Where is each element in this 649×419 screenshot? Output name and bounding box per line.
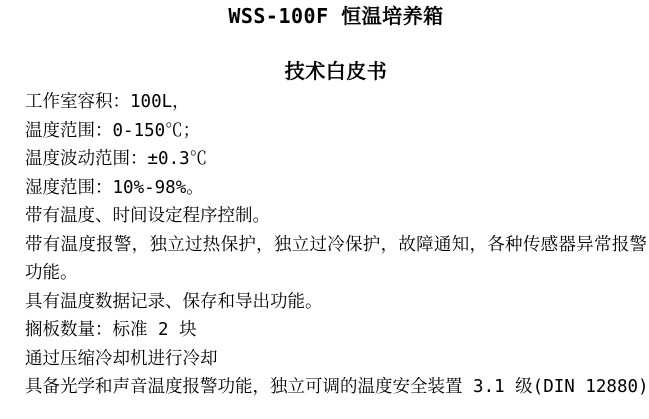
spec-line-temp-range: 温度范围：0-150℃；	[25, 120, 201, 141]
document-body	[25, 88, 647, 402]
spec-line-shelf-count: 搁板数量：标准 2 块	[25, 320, 197, 340]
spec-line-humidity-range: 湿度范围：10%-98%。	[25, 177, 204, 198]
spec-line-safety-device: 具备光学和声音温度报警功能，独立可调的温度安全装置 3.1 级(DIN 12880)	[25, 377, 649, 397]
spec-line-data-logging: 具有温度数据记录、保存和导出功能。	[25, 291, 323, 312]
spec-line-alarm-protection: 带有温度报警，独立过热保护，独立过冷保护，故障通知，各种传感器异常报警	[25, 234, 647, 255]
spec-line-alarm-protection-wrap: 功能。	[25, 263, 78, 283]
document-title: WSS-100F 恒温培养箱	[228, 4, 444, 28]
spec-line-compressor-cooling: 通过压缩冷却机进行冷却	[25, 348, 218, 369]
spec-line-temp-fluctuation: 温度波动范围：±0.3℃	[25, 149, 208, 169]
spec-line-volume: 工作室容积：100L，	[25, 92, 190, 112]
document-subtitle: 技术白皮书	[284, 59, 388, 83]
spec-line-program-control: 带有温度、时间设定程序控制。	[25, 206, 270, 226]
